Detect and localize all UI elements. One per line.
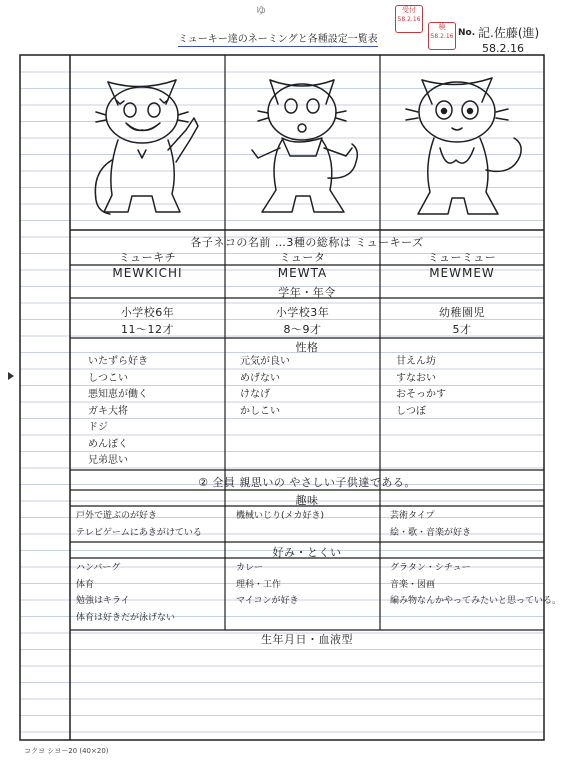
personality-item: しつこい <box>88 372 128 384</box>
cat-illustration-mewta <box>252 80 357 212</box>
likes-item: 理科・工作 <box>236 579 282 590</box>
likes-section-title: 好み・とくい <box>272 546 342 559</box>
page-title: ミューキー達のネーミングと各種設定一覧表 <box>178 30 378 47</box>
author-note: 記.佐藤(進) <box>478 26 540 40</box>
personality-item: しつぼ <box>396 405 426 417</box>
personality-item: ガキ大将 <box>88 405 128 417</box>
grade-school-3: 幼稚園児 <box>439 306 485 319</box>
personality-item: けなげ <box>240 389 270 400</box>
hobbies-item: 芸術タイプ <box>390 511 435 521</box>
margin-arrow-mark <box>8 372 14 380</box>
personality-item: 甘えん坊 <box>396 356 436 367</box>
personality-list-mewkichi <box>88 354 148 470</box>
likes-list-mewkichi <box>76 560 175 626</box>
personality-item: おそっかす <box>396 389 446 400</box>
name-romaji-1: MEWKICHI <box>112 266 183 280</box>
grade-age-2: 8〜9才 <box>283 323 322 336</box>
personality-item: 悪知恵が働く <box>88 389 148 400</box>
hobby-section-title: 趣味 <box>295 494 319 507</box>
receipt-stamp-top: 受付 <box>402 6 416 14</box>
likes-list-mewmew <box>390 560 561 610</box>
likes-item: カレー <box>236 563 264 573</box>
personality-note: ② 全員 親思いの やさしい子供達である。 <box>198 476 416 489</box>
name-romaji-2: MEWTA <box>277 266 328 280</box>
inspection-stamp <box>428 22 456 50</box>
cat-illustration-mewmew <box>406 78 521 214</box>
personality-section-title: 性格 <box>295 341 319 354</box>
personality-list-mewmew <box>396 354 446 420</box>
hobbies-item: 機械いじり(メカ好き) <box>236 511 325 521</box>
hobbies-item: 絵・歌・音楽が好き <box>390 527 472 538</box>
names-section-title: 各子ネコの名前 …3種の総称は ミューキーズ <box>190 236 424 249</box>
grade-section-title: 学年・年令 <box>278 286 336 299</box>
likes-item: マイコンが好き <box>236 596 299 606</box>
grade-school-2: 小学校3年 <box>275 306 330 319</box>
likes-item: 体育は好きだが泳げない <box>76 612 176 623</box>
likes-item: ハンバーグ <box>76 563 121 573</box>
personality-item: めげない <box>240 372 280 384</box>
receipt-stamp-date: 58.2.16 <box>397 16 421 23</box>
hobby-list-mewta <box>236 508 324 525</box>
likes-item: 音楽・図画 <box>390 579 436 590</box>
likes-item: 勉強はキライ <box>76 596 130 606</box>
name-katakana-2: ミュータ <box>279 251 326 264</box>
likes-item: 編み物なんかやってみたいと思っている。 <box>390 596 562 606</box>
likes-item: 体育 <box>76 579 95 590</box>
personality-item: 元気が良い <box>240 356 290 367</box>
receipt-stamp <box>395 5 423 33</box>
personality-item: ドジ <box>88 422 108 433</box>
name-romaji-3: MEWMEW <box>429 266 495 280</box>
cat-illustration-mewkichi <box>95 80 198 214</box>
name-katakana-3: ミューミュー <box>427 251 497 264</box>
hobbies-item: 戸外で遊ぶのが好き <box>76 511 158 521</box>
likes-item: グラタン・シチュー <box>390 563 471 573</box>
personality-item: いたずら好き <box>88 356 148 367</box>
name-katakana-1: ミューキチ <box>118 251 177 264</box>
document-date: 58.2.16 <box>482 42 524 55</box>
inspection-stamp-date: 58.2.16 <box>430 33 454 40</box>
top-mark: ゆ <box>256 6 266 17</box>
hobbies-item: テレビゲームにあきがけている <box>76 527 202 538</box>
grade-age-3: 5才 <box>452 323 472 336</box>
personality-item: すなおい <box>396 372 436 384</box>
number-label: No. <box>458 28 476 38</box>
personality-list-mewta <box>240 354 290 420</box>
form-code: コクヨ シヨー20 (40×20) <box>24 747 109 755</box>
personality-item: めんぼく <box>88 438 128 450</box>
personality-item: 兄弟思い <box>88 455 128 466</box>
hobby-list-mewkichi <box>76 508 202 541</box>
inspection-stamp-top: 検 <box>438 23 446 31</box>
birthday-section-title: 生年月日・血液型 <box>261 633 353 646</box>
personality-item: かしこい <box>240 405 280 417</box>
grade-school-1: 小学校6年 <box>120 306 175 319</box>
hobby-list-mewmew <box>390 508 471 541</box>
likes-list-mewta <box>236 560 298 610</box>
grade-age-1: 11〜12才 <box>121 323 174 336</box>
